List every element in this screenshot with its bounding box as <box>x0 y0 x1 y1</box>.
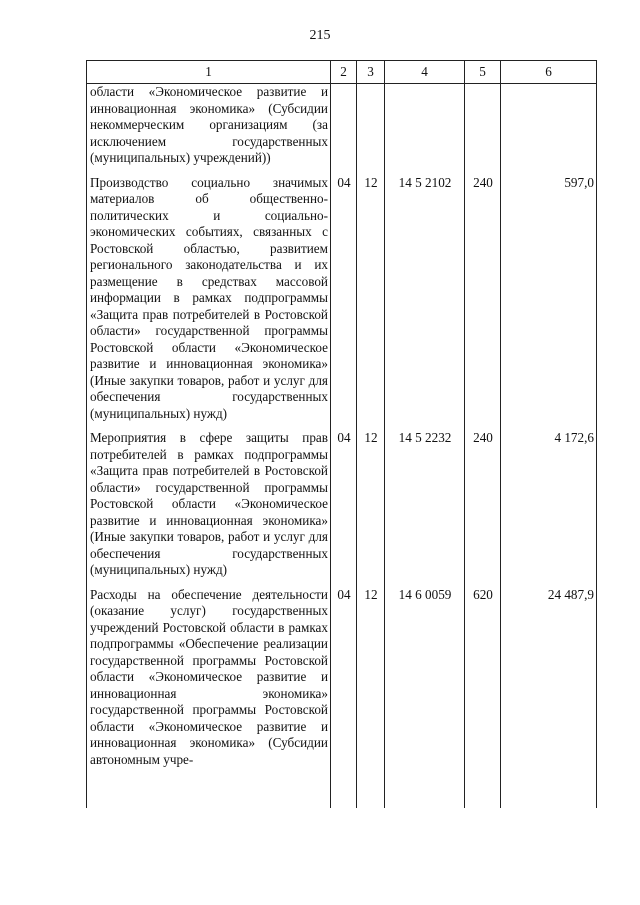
table-row <box>87 84 597 175</box>
row-subsection-code: 12 <box>357 175 385 431</box>
row-amount: 24 487,9 <box>501 587 597 809</box>
column-header-1: 1 <box>87 61 331 84</box>
row-target-article: 14 5 2102 <box>385 175 465 431</box>
row-target-article: 14 5 2232 <box>385 430 465 587</box>
column-header-6: 6 <box>501 61 597 84</box>
page-number: 215 <box>309 28 331 43</box>
row-section-code <box>331 84 357 175</box>
row-expense-type <box>465 84 501 175</box>
column-header-3: 3 <box>357 61 385 84</box>
table-row <box>87 430 597 587</box>
row-amount: 597,0 <box>501 175 597 431</box>
row-subsection-code <box>357 84 385 175</box>
budget-table <box>86 60 597 808</box>
row-target-article: 14 6 0059 <box>385 587 465 809</box>
row-description: Мероприятия в сфере защиты прав потребителей в рамках подпрограммы «Защита прав потребителей в Ростовской области» государственной программы Ростовской области «Экономическое развитие и инновационная экономика» (Иные закупки товаров, работ и услуг для обеспечения государственных (муниципальных) нужд) <box>87 430 331 587</box>
table-row <box>87 175 597 431</box>
row-expense-type: 620 <box>465 587 501 809</box>
row-target-article <box>385 84 465 175</box>
row-amount <box>501 84 597 175</box>
row-subsection-code: 12 <box>357 430 385 587</box>
row-subsection-code: 12 <box>357 587 385 809</box>
row-description: Расходы на обеспечение деятельности (оказание услуг) государственных учреждений Ростовской области в рамках подпрограммы «Обеспечение реализации государственной программы Ростовской области «Экономическое развитие и инновационная экономика» государственной программы Ростовской области «Экономическое развитие и инновационная экономика» (Субсидии автономным учре- <box>87 587 331 809</box>
row-description: Производство социально значимых материалов об общественно-политических и социально-экономических событиях, связанных с Ростовской областью, развитием регионального законодательства и их размещение в средствах массовой информации в рамках подпрограммы «Защита прав потребителей в Ростовской области» государственной программы Ростовской области «Экономическое развитие и инновационная экономика» (Иные закупки товаров, работ и услуг для обеспечения государственных (муниципальных) нужд) <box>87 175 331 431</box>
column-header-4: 4 <box>385 61 465 84</box>
table-row <box>87 587 597 809</box>
row-amount: 4 172,6 <box>501 430 597 587</box>
row-expense-type: 240 <box>465 430 501 587</box>
column-header-2: 2 <box>331 61 357 84</box>
table-header-row <box>87 61 597 84</box>
row-expense-type: 240 <box>465 175 501 431</box>
row-section-code: 04 <box>331 175 357 431</box>
row-section-code: 04 <box>331 587 357 809</box>
row-description: области «Экономическое развитие и инновационная экономика» (Субсидии некоммерческим организациям (за исключением государственных (муниципальных) учреждений)) <box>87 84 331 175</box>
column-header-5: 5 <box>465 61 501 84</box>
row-section-code: 04 <box>331 430 357 587</box>
